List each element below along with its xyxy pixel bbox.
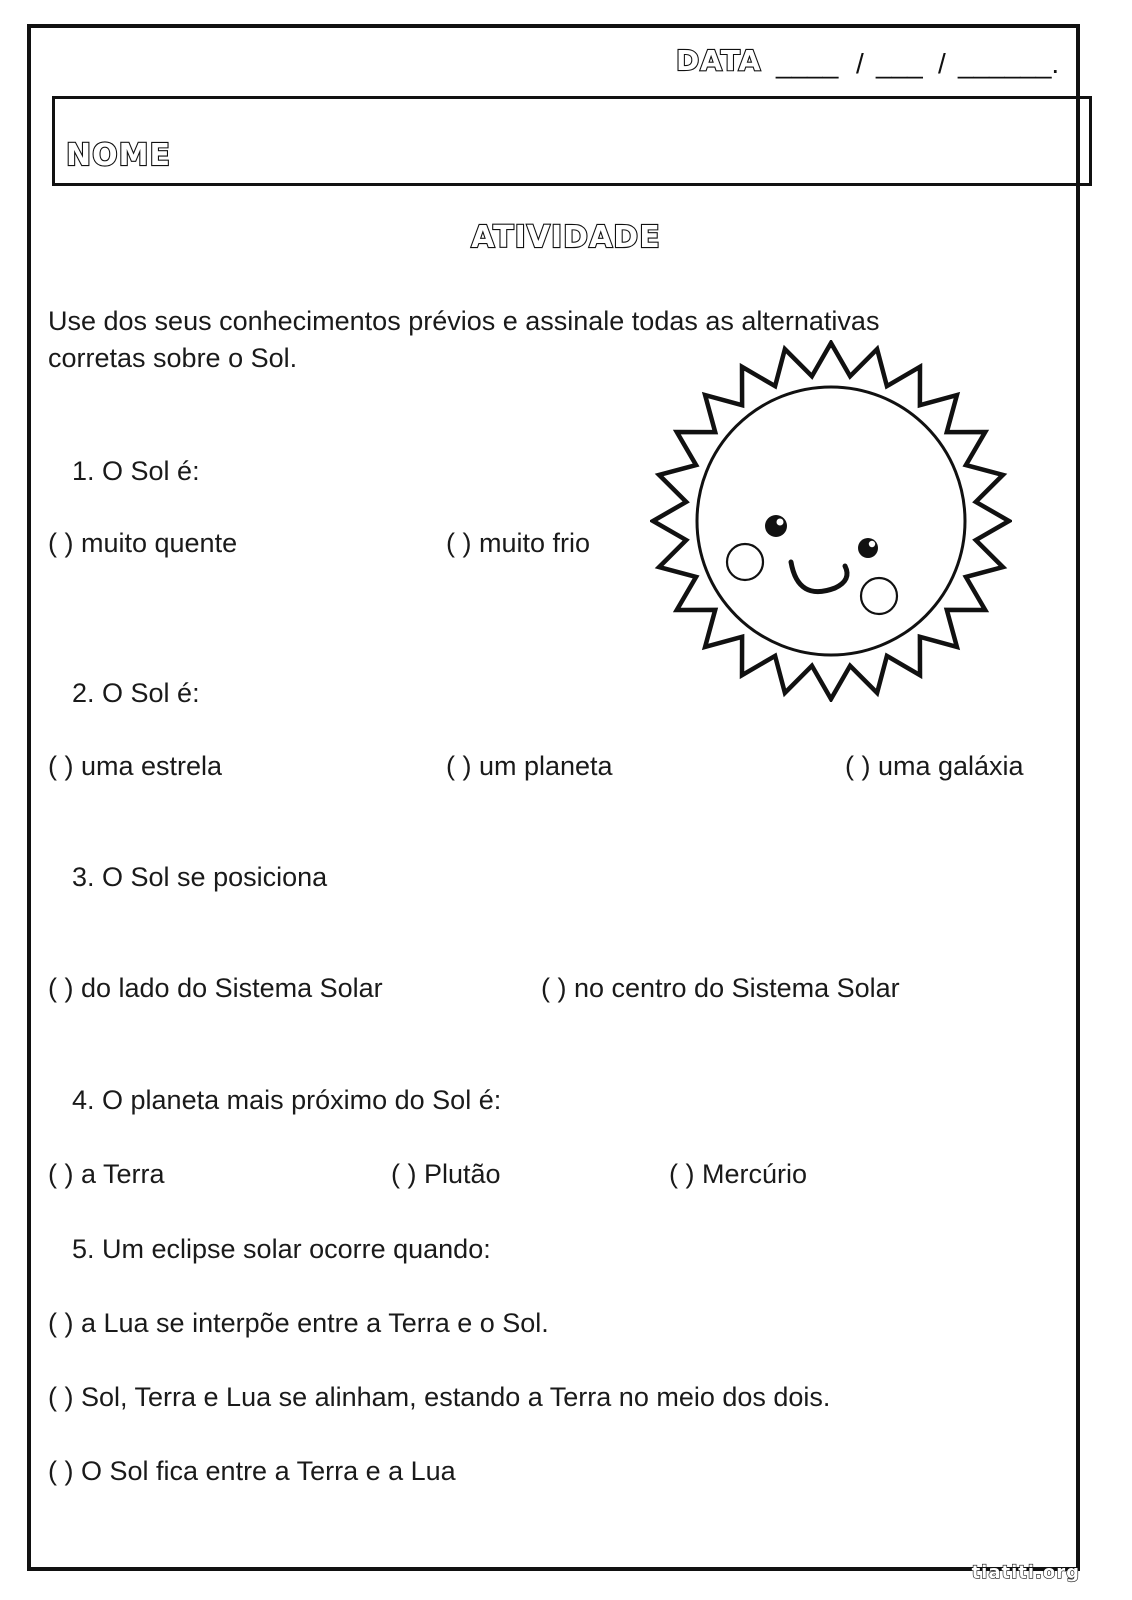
answer-option[interactable]: ( ) muito frio — [446, 528, 591, 558]
answer-option[interactable]: ( ) um planeta — [446, 751, 613, 781]
answer-option[interactable]: ( ) do lado do Sistema Solar — [48, 973, 383, 1003]
name-field[interactable] — [52, 96, 1092, 186]
answer-option[interactable]: ( ) O Sol fica entre a Terra e a Lua — [48, 1456, 456, 1486]
date-separator: / — [938, 48, 946, 79]
name-label: NOME — [66, 138, 171, 173]
site-credit-logo: tiatiti.org — [971, 1562, 1080, 1583]
answer-option[interactable]: ( ) muito quente — [48, 528, 238, 558]
answer-option[interactable]: ( ) uma estrela — [48, 751, 223, 781]
date-day-field[interactable]: ____ — [776, 48, 839, 79]
smiling-sun-icon — [650, 340, 1012, 702]
date-year-field[interactable]: ______. — [958, 48, 1060, 79]
answer-option[interactable]: ( ) a Terra — [48, 1159, 165, 1189]
instructions-line: corretas sobre o Sol. — [48, 343, 298, 373]
question-prompt: 3. O Sol se posiciona — [72, 862, 328, 892]
date-separator: / — [856, 48, 864, 79]
question-prompt: 1. O Sol é: — [72, 456, 200, 486]
instructions-line: Use dos seus conhecimentos prévios e assinale todas as alternativas — [48, 306, 880, 336]
page-title: ATIVIDADE — [471, 220, 661, 255]
answer-option[interactable]: ( ) Mercúrio — [669, 1159, 808, 1189]
question-prompt: 4. O planeta mais próximo do Sol é: — [72, 1085, 502, 1115]
date-label: DATA — [676, 44, 762, 77]
answer-option[interactable]: ( ) Plutão — [391, 1159, 501, 1189]
question-prompt: 2. O Sol é: — [72, 678, 200, 708]
date-month-field[interactable]: ___ — [876, 48, 923, 79]
answer-option[interactable]: ( ) Sol, Terra e Lua se alinham, estando a Terra no meio dos dois. — [48, 1382, 831, 1412]
answer-option[interactable]: ( ) uma galáxia — [845, 751, 1024, 781]
answer-option[interactable]: ( ) a Lua se interpõe entre a Terra e o Sol. — [48, 1308, 549, 1338]
answer-option[interactable]: ( ) no centro do Sistema Solar — [541, 973, 900, 1003]
question-prompt: 5. Um eclipse solar ocorre quando: — [72, 1234, 491, 1264]
